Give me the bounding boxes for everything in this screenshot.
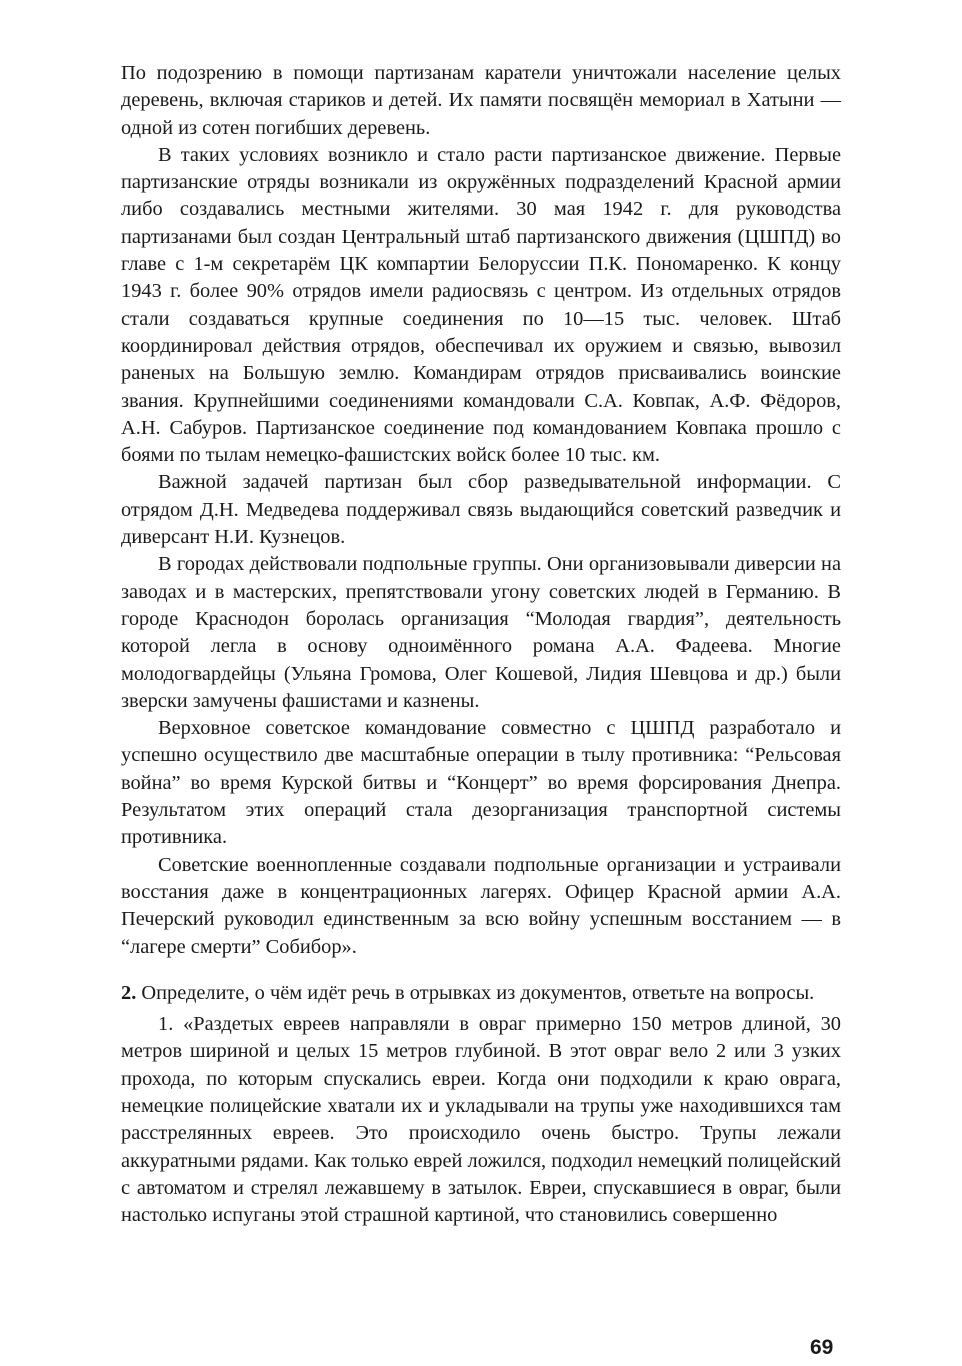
paragraph-operations: Верховное советское командование совместно с ЦШПД разработало и успешно осуществило две масштабные операции в тылу противника: “Рельсовая война” во время Курской битвы и “Концерт” во время форсирования Днепра. Результатом этих операций стала дезорганизация транспортной системы противника. [121, 717, 841, 849]
task-2 [121, 980, 841, 1007]
paragraph-underground-groups: В городах действовали подпольные группы. Они организовывали диверсии на заводах и в мастерских, препятствовали угону советских людей в Германию. В городе Краснодон боролась организация “Молодая гвардия”, деятельность которой легла в основу одноимённого романа А.А. Фадеева. Многие молодогвардейцы (Ульяна Громова, Олег Кошевой, Лидия Шевцова и др.) были зверски замучены фашистами и казнены. [121, 553, 841, 712]
paragraph-khatyn: По подозрению в помощи партизанам каратели уничтожали население целых деревень, включая стариков и детей. Их памяти посвящён мемориал в Хатыни — одной из сотен погибших деревень. [121, 62, 841, 139]
task-number: 2. [121, 981, 137, 1004]
paragraph-pows: Советские военнопленные создавали подпольные организации и устраивали восстания даже в концентрационных лагерях. Офицер Красной армии А.А. Печерский руководил единственным за всю войну успешным восстанием — в “лагере смерти” Собибор». [121, 853, 841, 958]
paragraph-partisan-movement: В таких условиях возникло и стало расти партизанское движение. Первые партизанские отряды возникали из окружённых подразделений Красной армии либо создавались местными жителями. 30 мая 1942 г. для руководства партизанами был создан Центральный штаб партизанского движения (ЦШПД) во главе с 1-м секретарём ЦК компартии Белоруссии П.К. Пономаренко. К концу 1943 г. более 90% отрядов имели радиосвязь с центром. Из отдельных отрядов стали создаваться крупные соединения по 10—15 тыс. человек. Штаб координировал действия отрядов, обеспечивал их оружием и связью, вывозил раненых на Большую землю. Командирам отрядов присваивались воинские звания. Крупнейшими соединениями командовали С.А. Ковпак, А.Ф. Фёдоров, А.Н. Сабуров. Партизанское соединение под командованием Ковпака прошло с боями по тылам немецко-фашистских войск более 10 тыс. км. [121, 143, 841, 467]
paragraph-intelligence: Важной задачей партизан был сбор разведывательной информации. С отрядом Д.Н. Медведева поддерживал связь выдающийся советский разведчик и диверсант Н.И. Кузнецов. [121, 471, 841, 549]
page-number: 69 [810, 1336, 834, 1359]
document-excerpt-1: 1. «Раздетых евреев направляли в овраг примерно 150 метров длиной, 30 метров шириной и целых 15 метров глубиной. В этот овраг вело 2 или 3 узких прохода, по которым спускались евреи. Когда они подходили к краю оврага, немецкие полицейские хватали их и укладывали на трупы уже находившихся там расстрелянных евреев. Это происходило очень быстро. Трупы лежали аккуратными рядами. Как только еврей ложился, подходил немецкий полицейский с автоматом и стрелял лежавшему в затылок. Евреи, спускавшиеся в овраг, были настолько испуганы этой страшной картиной, что становились совершенно [121, 1013, 841, 1227]
task-text: Определите, о чём идёт речь в отрывках из документов, ответьте на вопросы. [136, 981, 815, 1004]
page-body [121, 60, 841, 1229]
